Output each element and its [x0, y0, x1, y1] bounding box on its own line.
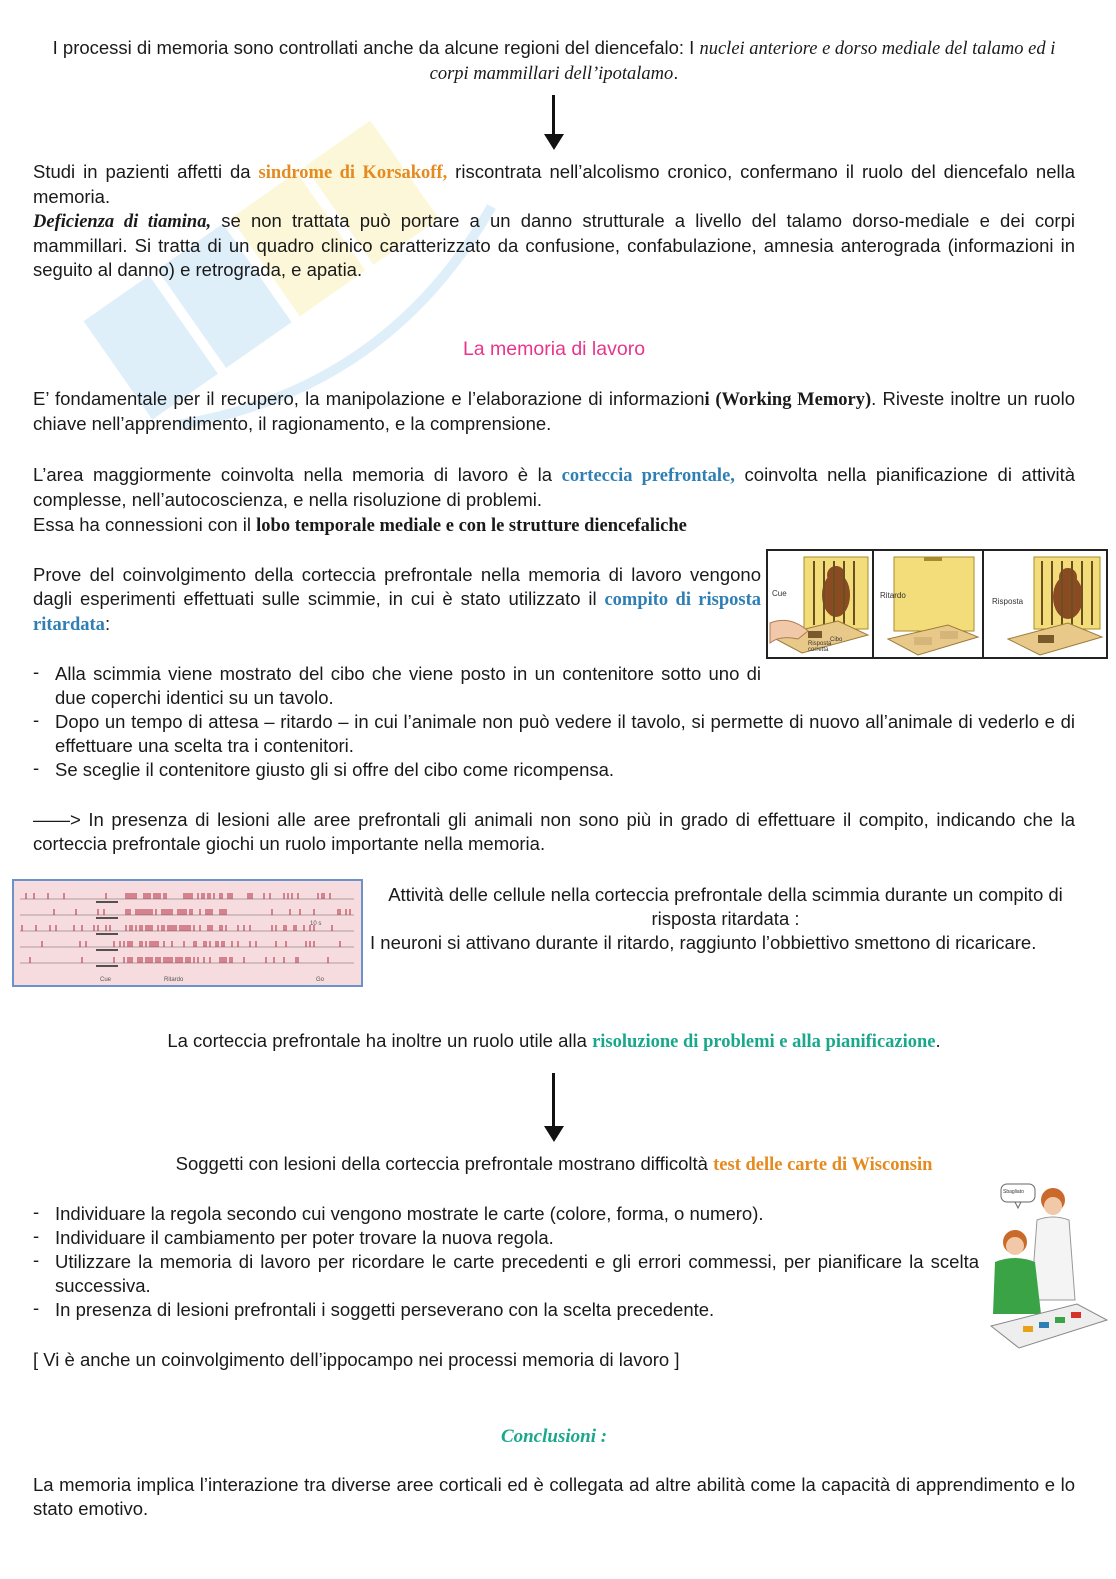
wisconsin-paragraph — [33, 1152, 1075, 1177]
wm-p2-end: coinvolta nella pianificazione di attività complesse, nell’autocoscienza, e nella risoluzione di problemi. — [33, 464, 1076, 510]
wm-p1-text: E’ fondamentale per il recupero, la manipolazione e l’elaborazione di informazion — [33, 388, 705, 409]
conclusion-title: Conclusioni : — [500, 1426, 608, 1447]
list-item: - Se sceglie il contenitore giusto gli si offre del cibo come ricompensa. — [33, 758, 1075, 782]
ritardo-label: Ritardo — [880, 591, 906, 600]
wisconsin-list — [33, 1202, 979, 1322]
list-item: - Utilizzare la memoria di lavoro per ricordare le carte precedenti e gli errori commessi, per pianificare la scelta successiva. — [33, 1250, 979, 1298]
speech-bubble-text: Sbagliato — [1003, 1189, 1024, 1195]
intro-italic: nuclei anteriore e dorso mediale del talamo ed i corpi mammillari dell’ipotalamo — [429, 39, 1056, 84]
list-item: - Individuare la regola secondo cui vengono mostrate le carte (colore, forma, o numero). — [33, 1202, 979, 1226]
monkey-panel-delay — [872, 549, 984, 659]
risposta-label: Risposta — [992, 597, 1024, 606]
problem-solving-paragraph — [33, 1029, 1075, 1054]
cue-label: Cue — [772, 589, 787, 598]
wm-paragraph-3 — [33, 513, 1075, 538]
cibo-label: Cibo — [830, 637, 843, 643]
wm-paragraph-1 — [33, 387, 1075, 436]
delayed-task-list — [33, 662, 1075, 782]
korsakoff-text: Studi in pazienti affetti da — [33, 161, 259, 182]
raster-caption-line1: Attività delle cellule nella corteccia prefrontale della scimmia durante un compito di risposta ritardata : — [388, 884, 1063, 929]
hippocampus-note: [ Vi è anche un coinvolgimento dell’ippocampo nei processi memoria di lavoro ] — [33, 1349, 680, 1370]
raster-caption — [370, 883, 1075, 955]
prefrontal-term: corteccia prefrontale, — [561, 466, 735, 486]
wm-p3-bold: lobo temporale mediale e con le strutture diencefaliche — [256, 516, 687, 536]
list-item: - Individuare il cambiamento per poter trovare la nuova regola. — [33, 1226, 979, 1250]
list-item: - Alla scimmia viene mostrato del cibo che viene posto in un contenitore sotto uno di due coperchi identici su un tavolo. — [33, 662, 761, 710]
list-item: - In presenza di lesioni prefrontali i soggetti perseverano con la scelta precedente. — [33, 1298, 979, 1322]
raster-scale-label: 10 s — [310, 921, 322, 927]
wm-p4-text: Prove del coinvolgimento della corteccia prefrontale nella memoria di lavoro vengono dagli esperimenti effettuati sulle scimmie, in cui è stato utilizzato il — [33, 564, 761, 609]
wm-p1-end: . Riveste inoltre un ruolo chiave nell’apprendimento, il ragionamento, e la comprensione. — [33, 388, 1075, 434]
korsakoff-text-end: riscontrata nell’alcolismo cronico, confermano il ruolo del diencefalo nella memoria. — [33, 161, 1075, 207]
raster-cue-label: Cue — [100, 977, 112, 983]
raster-caption-line2: I neuroni si attivano durante il ritardo, raggiunto l’obbiettivo smettono di ricaricare. — [370, 932, 1037, 953]
problem-term: risoluzione di problemi e alla pianificazione — [592, 1032, 936, 1052]
wm-p3-text: Essa ha connessioni con il — [33, 514, 257, 535]
intro-text: I processi di memoria sono controllati anche da alcune regioni del diencefalo: I — [52, 37, 700, 58]
risposta-corretta-label: Risposta corretta — [808, 641, 832, 653]
neuron-raster-figure — [12, 879, 363, 987]
monkey-delay-illustration — [874, 551, 982, 657]
wisconsin-card-test-drawing — [985, 1180, 1111, 1356]
wm-p4-end: : — [104, 613, 111, 634]
monkey-panel-cue — [766, 549, 874, 659]
raster-go-label: Go — [316, 977, 325, 983]
raster-plot — [14, 881, 361, 985]
wm-paragraph-2 — [33, 463, 1075, 512]
wm-p2-text: L’area maggiormente coinvolta nella memoria di lavoro è la — [33, 464, 562, 485]
raster-delay-label: Ritardo — [164, 977, 184, 983]
intro-paragraph — [33, 36, 1075, 86]
monkey-panel-response — [982, 549, 1108, 659]
conclusion-text: La memoria implica l’interazione tra diverse aree corticali ed è collegata ad altre abilità come la capacità di apprendimento e lo stato emotivo. — [33, 1474, 1075, 1519]
lesion-note: ——> In presenza di lesioni alle aree prefrontali gli animali non sono più in grado di effettuare il compito, indicando che la corteccia prefrontale giochi un ruolo importante nella memoria. — [33, 809, 1075, 854]
wisconsin-term: test delle carte di Wisconsin — [713, 1155, 933, 1175]
delayed-response-term: compito di risposta ritardata — [33, 590, 761, 635]
intro-end: . — [673, 62, 679, 83]
problem-end: . — [935, 1030, 941, 1051]
korsakoff-term: sindrome di Korsakoff, — [258, 163, 448, 183]
wisconsin-text: Soggetti con lesioni della corteccia prefrontale mostrano difficoltà — [175, 1153, 714, 1174]
list-item: - Dopo un tempo di attesa – ritardo – in cui l’animale non può vedere il tavolo, si permette di nuovo all’animale di vederlo e di effettuare una scelta tra i contenitori. — [33, 710, 1075, 758]
korsakoff-paragraph — [33, 160, 1075, 282]
wm-p1-bold: i (Working Memory) — [704, 390, 872, 410]
problem-text: La corteccia prefrontale ha inoltre un ruolo utile alla — [167, 1030, 593, 1051]
tiamina-text: se non trattata può portare a un danno strutturale a livello del talamo dorso-mediale e dei corpi mammillari. Si tratta di un quadro clinico caratterizzato da confusione, confabulazione, amnesia anterograda (informazioni in seguito al danno) e retrograda, e apatia. — [33, 210, 1075, 280]
section-title: La memoria di lavoro — [462, 338, 646, 360]
tiamina-term: Deficienza di tiamina, — [33, 212, 212, 232]
wisconsin-illustration — [985, 1180, 1111, 1356]
wm-paragraph-4 — [33, 563, 761, 637]
